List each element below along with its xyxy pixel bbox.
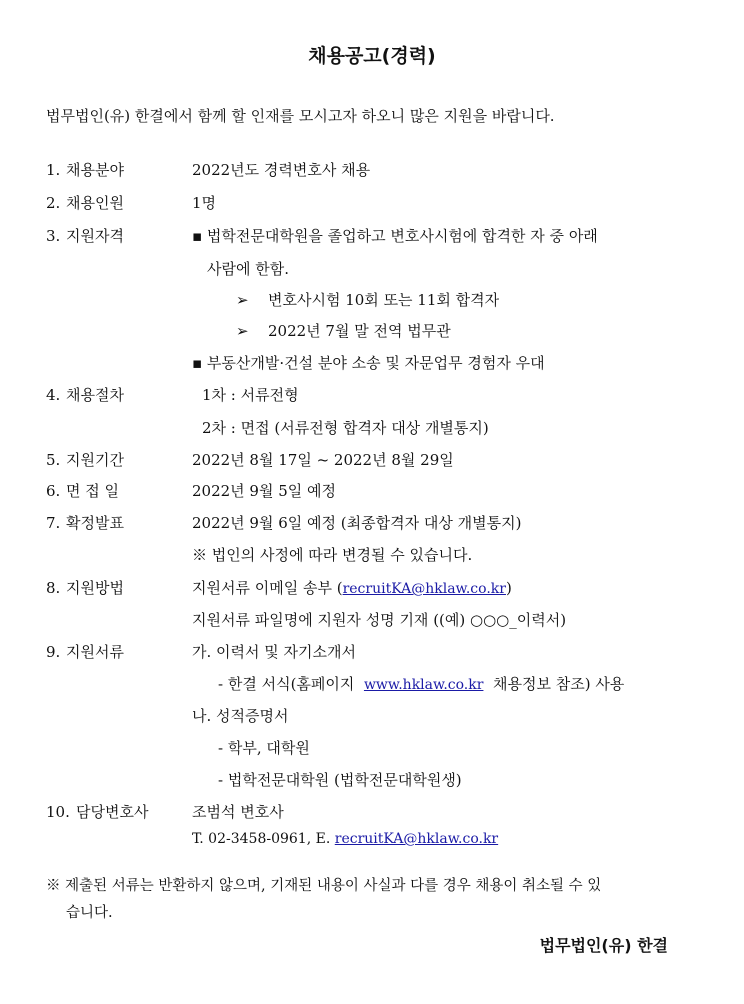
section-number: 3. — [46, 227, 61, 245]
section-number: 10. — [46, 803, 70, 821]
section-value: 2022년도 경력변호사 채용 — [192, 161, 371, 179]
section-label: 지원기간 — [66, 451, 124, 469]
contact-phone: T. 02-3458-0961, E. — [192, 831, 331, 847]
footer-notice-cont: 습니다. — [66, 905, 113, 921]
section-value: 2022년 9월 5일 예정 — [192, 482, 337, 500]
page-title: 채용공고(경력) — [308, 45, 436, 67]
change-notice: ※ 법인의 사정에 따라 변경될 수 있습니다. — [192, 546, 473, 564]
contact-info — [192, 829, 498, 849]
section-label: 지원서류 — [66, 643, 124, 661]
section-label: 채용분야 — [66, 161, 124, 179]
section-value: 2022년 9월 6일 예정 (최종합격자 대상 개별통지) — [192, 514, 522, 532]
homepage-link[interactable]: www.hklaw.co.kr — [363, 677, 484, 693]
contact-name: 조범석 변호사 — [192, 803, 284, 821]
email-submission-line — [192, 578, 512, 599]
qualification-bullet-cont: 사람에 한함. — [207, 260, 289, 278]
section-label: 채용절차 — [66, 386, 124, 404]
qualification-bullet: ▪ 법학전문대학원을 졸업하고 변호사시험에 합격한 자 중 아래 — [192, 227, 598, 245]
signature: 법무법인(유) 한결 — [539, 936, 668, 955]
recruit-email-link[interactable]: recruitKA@hklaw.co.kr — [342, 581, 506, 597]
section-label: 담당변호사 — [76, 803, 149, 821]
document-item: 나. 성적증명서 — [192, 707, 289, 725]
section-number: 9. — [46, 643, 61, 661]
footer-notice: ※ 제출된 서류는 반환하지 않으며, 기재된 내용이 사실과 다를 경우 채용이 취소될 수 있 — [46, 878, 602, 894]
section-label: 지원방법 — [66, 579, 124, 597]
email-close-paren: ) — [505, 579, 512, 597]
document-sub-item: - 법학전문대학원 (법학전문대학원생) — [218, 771, 462, 789]
section-label: 채용인원 — [66, 194, 124, 212]
arrow-bullet-icon: ➢ — [236, 322, 249, 340]
process-step: 2차 : 면접 (서류전형 합격자 대상 개별통지) — [202, 419, 489, 437]
document-sub-item: - 학부, 대학원 — [218, 739, 310, 757]
process-step: 1차 : 서류전형 — [202, 386, 299, 404]
document-sub-text: - 한결 서식(홈페이지 — [218, 675, 355, 693]
document-sub-text: 채용정보 참조) 사용 — [492, 675, 625, 693]
email-submission-text: 지원서류 이메일 송부 ( — [192, 579, 343, 597]
document-item: 가. 이력서 및 자기소개서 — [192, 643, 356, 661]
section-label: 지원자격 — [66, 227, 124, 245]
section-label: 면 접 일 — [66, 482, 120, 500]
qualification-sub-item: 변호사시험 10회 또는 11회 합격자 — [268, 291, 500, 309]
intro-text: 법무법인(유) 한결에서 함께 할 인재를 모시고자 하오니 많은 지원을 바랍니다. — [46, 107, 555, 125]
section-number: 4. — [46, 386, 61, 404]
arrow-bullet-icon: ➢ — [236, 291, 249, 309]
section-number: 8. — [46, 579, 61, 597]
section-number: 2. — [46, 194, 61, 212]
contact-email-link[interactable]: recruitKA@hklaw.co.kr — [334, 831, 499, 847]
filename-instruction: 지원서류 파일명에 지원자 성명 기재 ((예) ○○○_이력서) — [192, 611, 567, 629]
section-value: 2022년 8월 17일 ~ 2022년 8월 29일 — [192, 451, 454, 469]
section-number: 1. — [46, 161, 61, 179]
section-label: 확정발표 — [66, 514, 124, 532]
qualification-bullet: ▪ 부동산개발·건설 분야 소송 및 자문업무 경험자 우대 — [192, 354, 545, 372]
section-number: 6. — [46, 482, 61, 500]
section-number: 5. — [46, 451, 61, 469]
document-sub-item — [218, 674, 624, 695]
section-value: 1명 — [192, 194, 217, 212]
qualification-sub-item: 2022년 7월 말 전역 법무관 — [268, 322, 451, 340]
section-number: 7. — [46, 514, 61, 532]
